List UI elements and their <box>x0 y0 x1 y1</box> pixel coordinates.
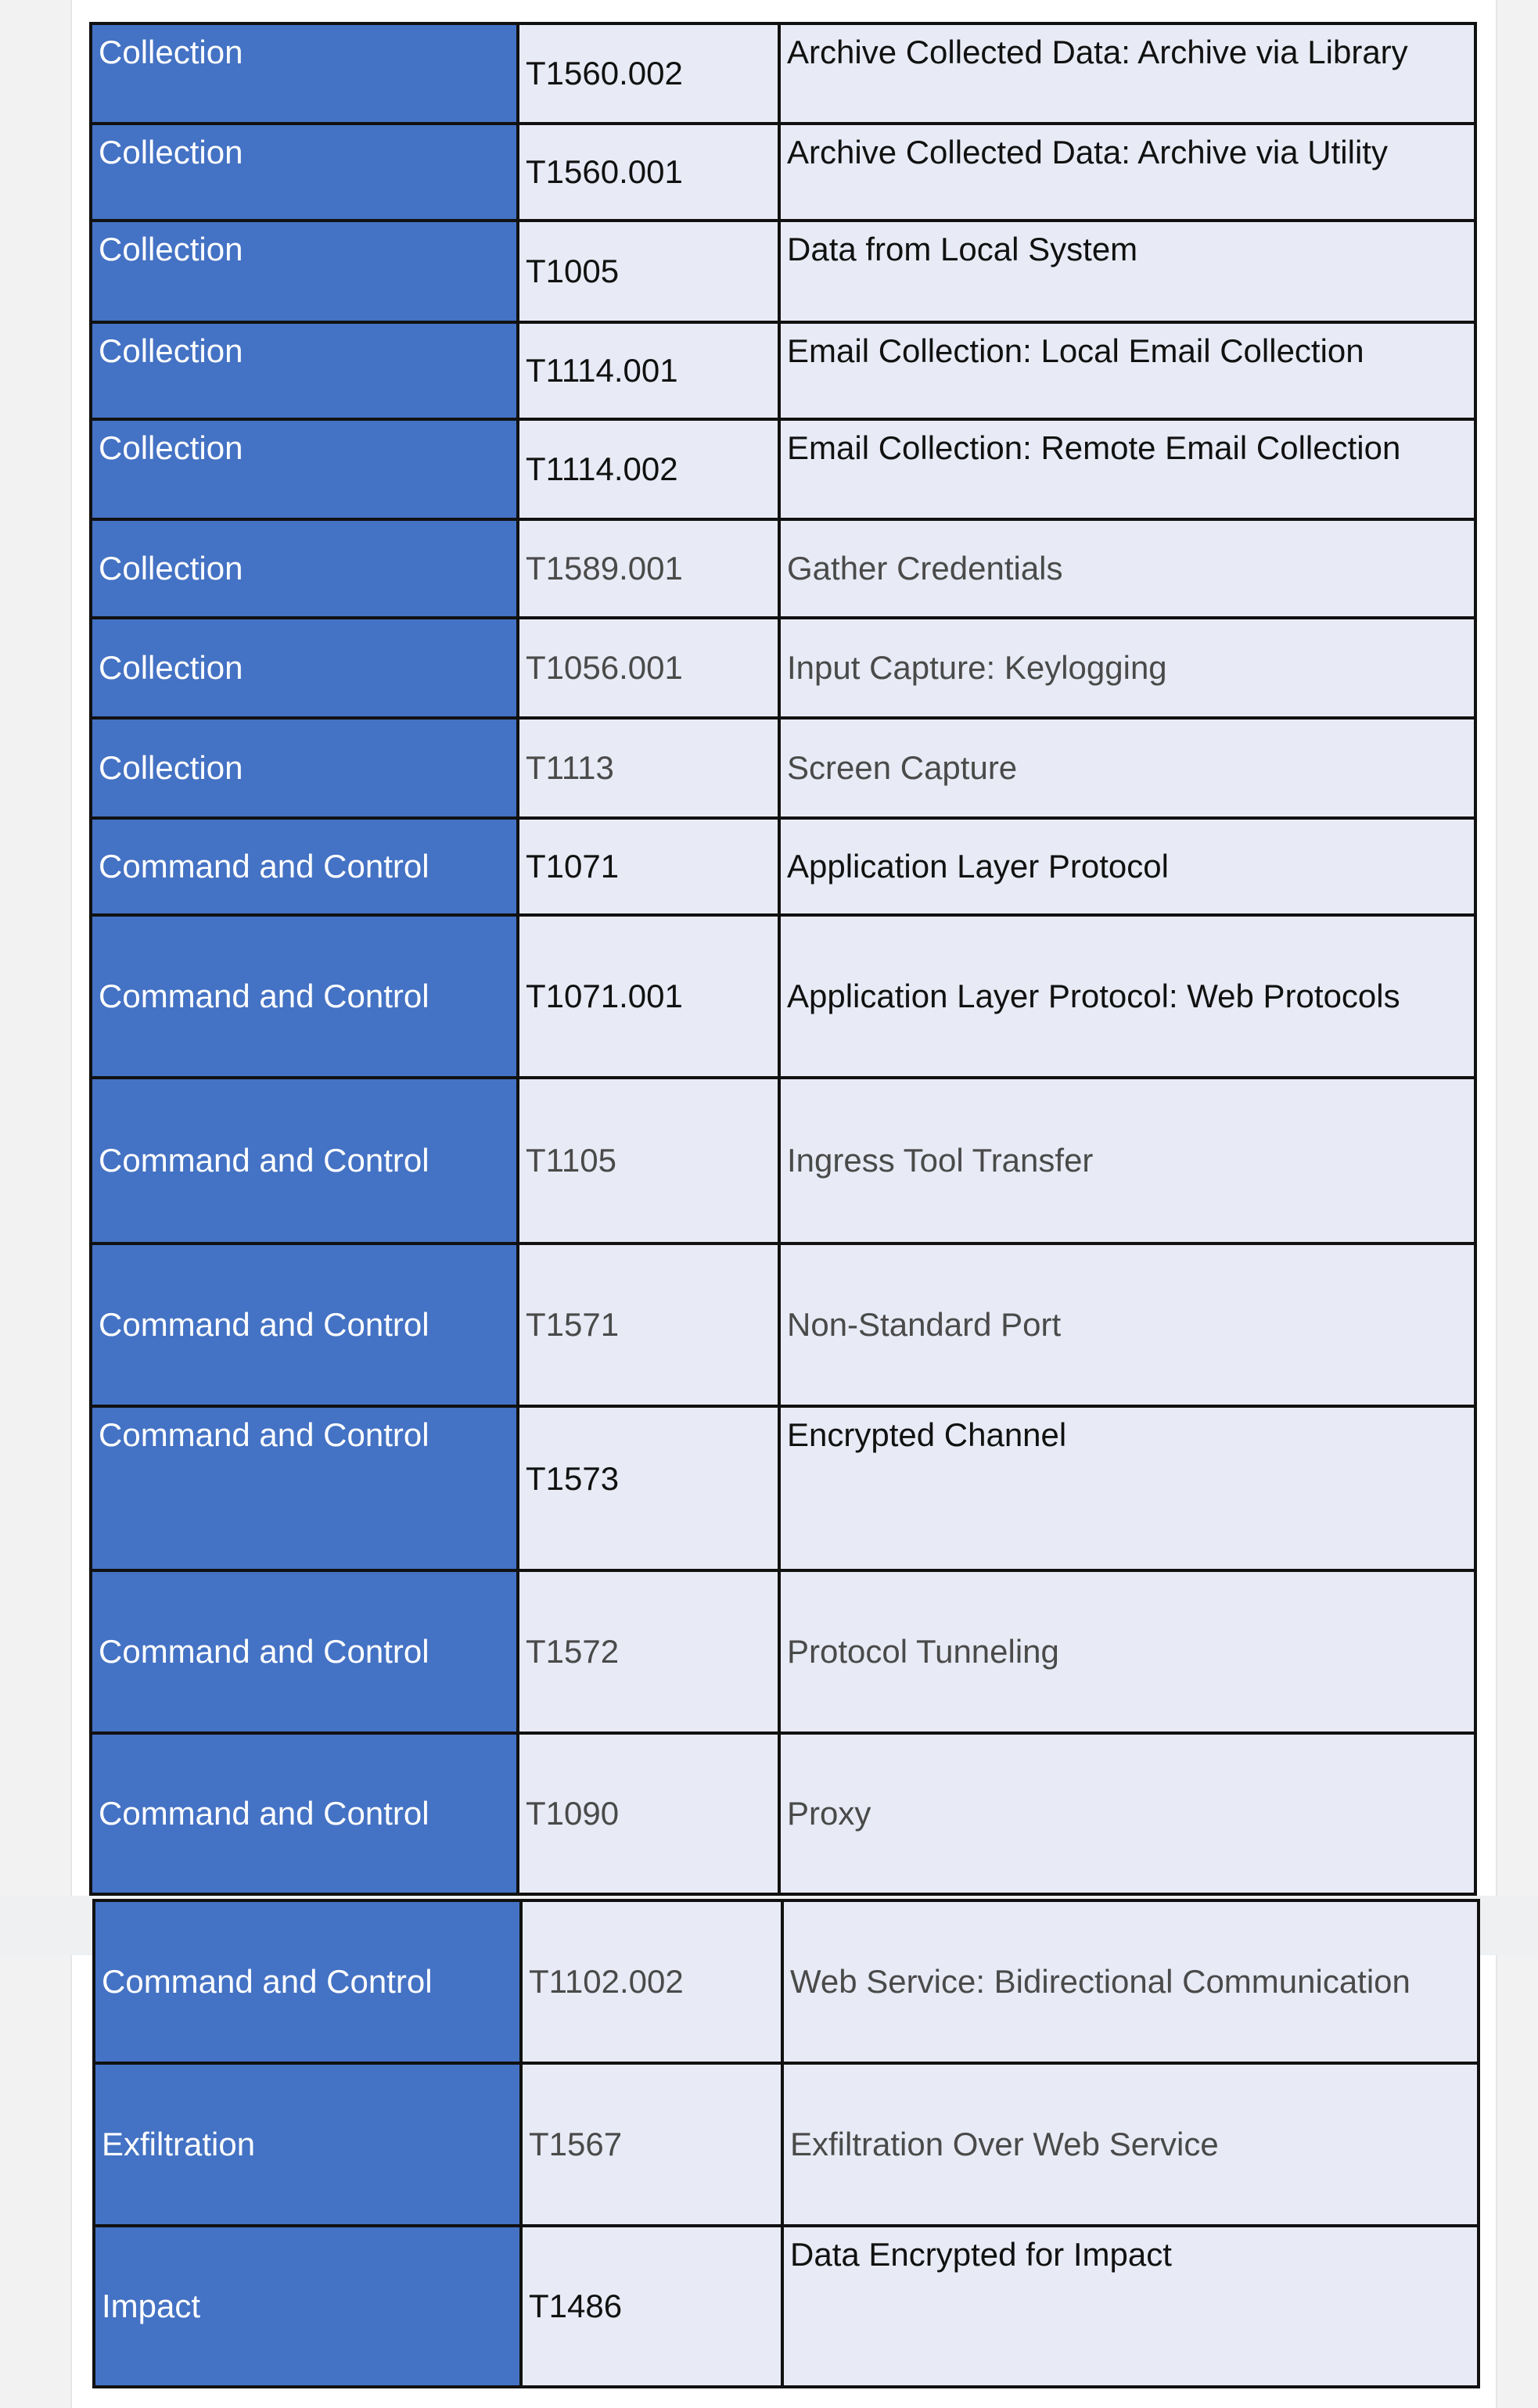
tactic-cell: Collection <box>91 124 518 221</box>
technique-id-cell: T1071.001 <box>518 915 779 1078</box>
technique-name-cell: Email Collection: Local Email Collection <box>779 322 1475 419</box>
technique-name-cell: Email Collection: Remote Email Collection <box>779 419 1475 519</box>
technique-name-cell: Exfiltration Over Web Service <box>782 2063 1479 2226</box>
technique-id-cell: T1056.001 <box>518 618 779 718</box>
technique-id-cell: T1114.002 <box>518 419 779 519</box>
tactic-cell: Command and Control <box>94 1900 521 2063</box>
tactic-cell: Command and Control <box>91 1078 518 1243</box>
technique-id-cell: T1560.001 <box>518 124 779 221</box>
technique-id-cell: T1567 <box>521 2063 782 2226</box>
technique-name-cell: Ingress Tool Transfer <box>779 1078 1475 1243</box>
technique-id-cell: T1560.002 <box>518 23 779 124</box>
tactic-cell: Collection <box>91 322 518 419</box>
technique-id-cell: T1102.002 <box>521 1900 782 2063</box>
technique-id-cell: T1114.001 <box>518 322 779 419</box>
technique-id-cell: T1589.001 <box>518 519 779 618</box>
technique-name-cell: Archive Collected Data: Archive via Library <box>779 23 1475 124</box>
table-row <box>91 1243 1475 1406</box>
attack-techniques-table <box>89 22 1477 1896</box>
tactic-cell: Impact <box>94 2226 521 2387</box>
technique-name-cell: Data from Local System <box>779 221 1475 322</box>
tactic-cell: Collection <box>91 419 518 519</box>
technique-id-cell: T1105 <box>518 1078 779 1243</box>
table-row <box>91 124 1475 221</box>
table-row <box>91 519 1475 618</box>
tactic-cell: Exfiltration <box>94 2063 521 2226</box>
table-row <box>94 2226 1479 2387</box>
tactic-cell: Command and Control <box>91 1406 518 1570</box>
table-row <box>91 915 1475 1078</box>
technique-id-cell: T1090 <box>518 1733 779 1894</box>
technique-id-cell: T1572 <box>518 1570 779 1733</box>
tactic-cell: Command and Control <box>91 818 518 915</box>
table-row <box>91 618 1475 718</box>
table-row <box>91 1733 1475 1894</box>
technique-id-cell: T1486 <box>521 2226 782 2387</box>
tactic-cell: Collection <box>91 23 518 124</box>
technique-name-cell: Archive Collected Data: Archive via Utility <box>779 124 1475 221</box>
tactic-cell: Command and Control <box>91 915 518 1078</box>
table-row <box>91 419 1475 519</box>
technique-name-cell: Protocol Tunneling <box>779 1570 1475 1733</box>
table-row <box>94 1900 1479 2063</box>
table-row <box>91 718 1475 818</box>
attack-techniques-table-continued <box>92 1899 1480 2388</box>
technique-name-cell: Non-Standard Port <box>779 1243 1475 1406</box>
table-row <box>91 322 1475 419</box>
tactic-cell: Collection <box>91 718 518 818</box>
technique-name-cell: Data Encrypted for Impact <box>782 2226 1479 2387</box>
table-row <box>94 2063 1479 2226</box>
technique-id-cell: T1573 <box>518 1406 779 1570</box>
technique-name-cell: Input Capture: Keylogging <box>779 618 1475 718</box>
technique-name-cell: Gather Credentials <box>779 519 1475 618</box>
table-row <box>91 1406 1475 1570</box>
technique-name-cell: Encrypted Channel <box>779 1406 1475 1570</box>
tactic-cell: Collection <box>91 618 518 718</box>
table-row <box>91 221 1475 322</box>
tactic-cell: Command and Control <box>91 1733 518 1894</box>
technique-name-cell: Screen Capture <box>779 718 1475 818</box>
technique-name-cell: Proxy <box>779 1733 1475 1894</box>
tactic-cell: Command and Control <box>91 1243 518 1406</box>
table-row <box>91 1078 1475 1243</box>
tactic-cell: Collection <box>91 519 518 618</box>
tactic-cell: Command and Control <box>91 1570 518 1733</box>
tactic-cell: Collection <box>91 221 518 322</box>
table-row <box>91 1570 1475 1733</box>
technique-id-cell: T1571 <box>518 1243 779 1406</box>
technique-id-cell: T1005 <box>518 221 779 322</box>
table-row <box>91 818 1475 915</box>
technique-id-cell: T1113 <box>518 718 779 818</box>
technique-name-cell: Web Service: Bidirectional Communication <box>782 1900 1479 2063</box>
technique-name-cell: Application Layer Protocol <box>779 818 1475 915</box>
technique-id-cell: T1071 <box>518 818 779 915</box>
technique-name-cell: Application Layer Protocol: Web Protocols <box>779 915 1475 1078</box>
table-row <box>91 23 1475 124</box>
